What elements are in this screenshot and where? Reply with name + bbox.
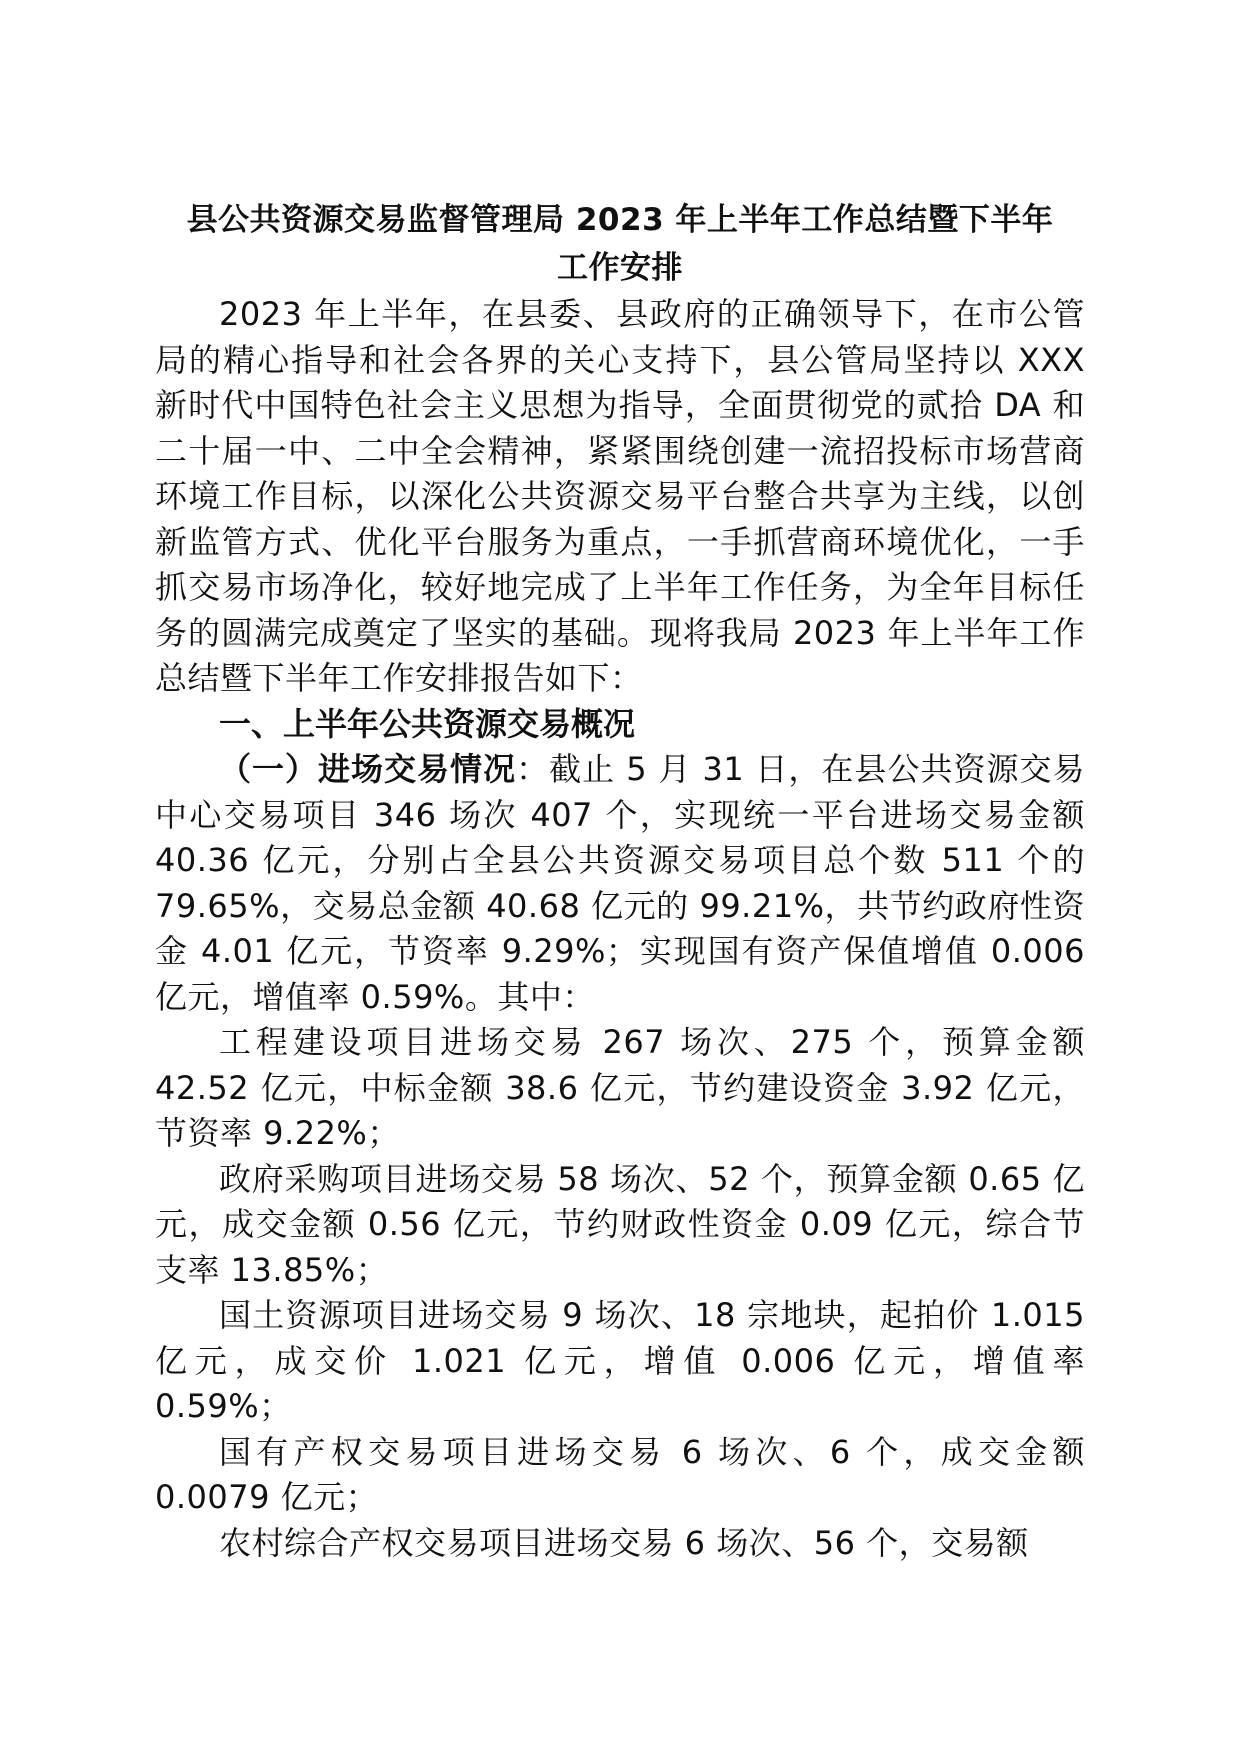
title-line-2: 工作安排 xyxy=(557,250,683,286)
document-title xyxy=(155,196,1085,292)
document-page xyxy=(155,196,1085,1566)
item-land-resources: 国土资源项目进场交易 9 场次、18 宗地块，起拍价 1.015 亿元，成交价 1.021 亿元，增值 0.006 亿元，增值率 0.59%； xyxy=(155,1296,1085,1425)
intro-paragraph: 2023 年上半年，在县委、县政府的正确领导下，在市公管局的精心指导和社会各界的关心支持下，县公管局坚持以 XXX 新时代中国特色社会主义思想为指导，全面贯彻党的贰拾 DA 和二十届一中、二中全会精神，紧紧围绕创建一流招投标市场营商环境工作目标，以深化公共资源交易平台整合共享为主线，以创新监管方式、优化平台服务为重点，一手抓营商环境优化，一手抓交易市场净化，较好地完成了上半年工作任务，为全年目标任务的圆满完成奠定了坚实的基础。现将我局 2023 年上半年工作总结暨下半年工作安排报告如下： xyxy=(155,295,1085,697)
item-procurement: 政府采购项目进场交易 58 场次、52 个，预算金额 0.65 亿元，成交金额 0.56 亿元，节约财政性资金 0.09 亿元，综合节支率 13.85%； xyxy=(155,1159,1085,1289)
item-engineering: 工程建设项目进场交易 267 场次、275 个，预算金额 42.52 亿元，中标金额 38.6 亿元，节约建设资金 3.92 亿元，节资率 9.22%； xyxy=(155,1023,1085,1152)
item-rural-property: 农村综合产权交易项目进场交易 6 场次、56 个，交易额 xyxy=(219,1523,1029,1562)
subsection-1-text: ：截止 5 月 31 日，在县公共资源交易中心交易项目 346 场次 407 个，实现统一平台进场交易金额 40.36 亿元，分别占全县公共资源交易项目总个数 511 个的 79.65%，交易总金额 40.68 亿元的 99.21%，共节约政府性资金 4.01 亿元，节资率 9.29%；实现国有资产保值增值 0.006 亿元，增值率 0.59%。其中： xyxy=(155,750,1085,1016)
section-1-heading: 一、上半年公共资源交易概况 xyxy=(219,704,636,743)
subsection-1-paragraph xyxy=(155,747,1085,1020)
title-line-1: 县公共资源交易监督管理局 2023 年上半年工作总结暨下半年 xyxy=(186,202,1054,238)
item-state-property: 国有产权交易项目进场交易 6 场次、6 个，成交金额 0.0079 亿元； xyxy=(155,1432,1085,1516)
subsection-1-lead: （一）进场交易情况 xyxy=(219,750,517,788)
